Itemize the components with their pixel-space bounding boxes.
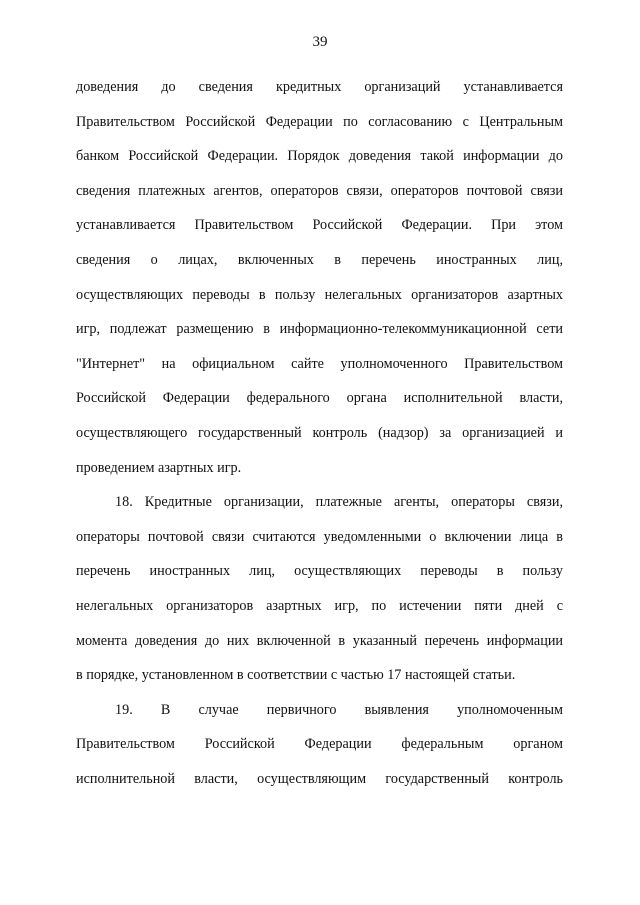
text-line: осуществляющего государственный контроль (надзор) за организацией и — [76, 424, 563, 441]
text-line: Российской Федерации федерального органа исполнительной власти, — [76, 390, 563, 407]
text-line: сведения платежных агентов, операторов связи, операторов почтовой связи — [76, 182, 563, 199]
text-line: исполнительной власти, осуществляющим государственный контроль — [76, 770, 563, 787]
paragraph-end-line: в порядке, установленном в соответствии с частью 17 настоящей статьи. — [76, 667, 516, 684]
document-body — [76, 70, 563, 796]
text-line: доведения до сведения кредитных организаций устанавливается — [76, 79, 563, 95]
text-line: осуществляющих переводы в пользу нелегальных организаторов азартных — [76, 286, 563, 303]
text-line: нелегальных организаторов азартных игр, по истечении пяти дней с — [76, 597, 563, 614]
paragraph-start-line: 18. Кредитные организации, платежные агенты, операторы связи, — [115, 494, 563, 511]
text-line: Правительством Российской Федерации федеральным органом — [76, 736, 563, 753]
text-line: момента доведения до них включенной в указанный перечень информации — [76, 632, 563, 649]
page-number: 39 — [312, 34, 328, 50]
text-line: перечень иностранных лиц, осуществляющих переводы в пользу — [76, 563, 563, 580]
text-line: игр, подлежат размещению в информационно-телекоммуникационной сети — [76, 321, 563, 338]
text-line: устанавливается Правительством Российской Федерации. При этом — [76, 217, 563, 234]
text-line: "Интернет" на официальном сайте уполномоченного Правительством — [76, 355, 563, 372]
text-line: Правительством Российской Федерации по согласованию с Центральным — [76, 113, 563, 130]
paragraph-start-line: 19. В случае первичного выявления уполномоченным — [115, 701, 563, 718]
paragraph-end-line: проведением азартных игр. — [76, 459, 242, 476]
text-line: операторы почтовой связи считаются уведомленными о включении лица в — [76, 528, 563, 545]
text-line: сведения о лицах, включенных в перечень иностранных лиц, — [76, 251, 563, 268]
text-line: банком Российской Федерации. Порядок доведения такой информации до — [76, 148, 563, 165]
